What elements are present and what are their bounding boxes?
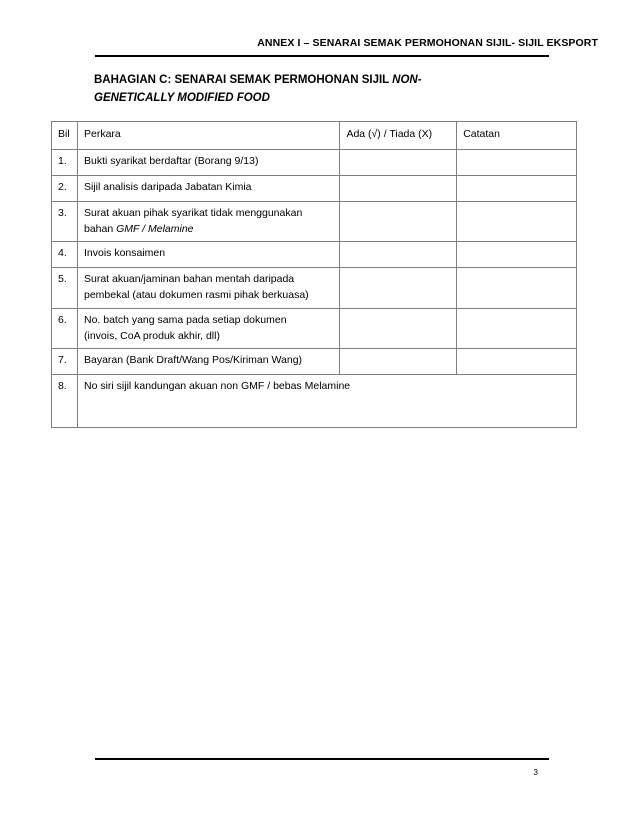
table-row [52, 268, 577, 309]
table-row [52, 349, 577, 375]
row-catatan-cell[interactable] [457, 202, 577, 242]
row-perkara: Invois konsaimen [77, 242, 339, 268]
row-ada-cell[interactable] [340, 268, 457, 309]
header-ada-tiada: Ada (√) / Tiada (X) [340, 122, 457, 150]
row-perkara-line1: No. batch yang sama pada setiap dokumen [83, 314, 287, 326]
checklist-table [51, 121, 577, 428]
row-perkara [77, 202, 339, 242]
row-ada-cell[interactable] [340, 150, 457, 176]
footer-divider [95, 758, 549, 760]
row-perkara: No siri sijil kandungan akuan non GMF / bebas Melamine [77, 375, 576, 428]
row-catatan-cell[interactable] [457, 242, 577, 268]
row-bil: 6. [52, 309, 78, 349]
row-perkara-line1: Surat akuan/jaminan bahan mentah daripada [83, 273, 295, 285]
row-catatan-cell[interactable] [457, 150, 577, 176]
row-bil: 1. [52, 150, 78, 176]
table-row [52, 375, 577, 428]
row-catatan-cell[interactable] [457, 176, 577, 202]
row-perkara-line2: pembekal (atau dokumen rasmi pihak berkuasa) [83, 289, 309, 301]
row-perkara [77, 309, 339, 349]
section-title-italic-1: NON- [392, 74, 422, 86]
row-catatan-cell[interactable] [457, 309, 577, 349]
section-title [94, 71, 534, 107]
row-perkara-line1: Surat akuan pihak syarikat tidak menggunakan [83, 207, 303, 219]
header-bil: Bil [52, 122, 78, 150]
header-perkara: Perkara [77, 122, 339, 150]
row-ada-cell[interactable] [340, 242, 457, 268]
section-title-plain: BAHAGIAN C: SENARAI SEMAK PERMOHONAN SIJIL [94, 74, 393, 86]
row-bil: 3. [52, 202, 78, 242]
page-number: 3 [533, 768, 538, 777]
row-bil: 8. [52, 375, 78, 428]
page-header-title: ANNEX I – SENARAI SEMAK PERMOHONAN SIJIL- SIJIL EKSPORT [257, 37, 598, 49]
row-perkara-line2-italic: GMF / Melamine [116, 223, 194, 235]
header-catatan: Catatan [457, 122, 577, 150]
row-bil: 4. [52, 242, 78, 268]
row-perkara: Bukti syarikat berdaftar (Borang 9/13) [77, 150, 339, 176]
table-header-row [52, 122, 577, 150]
row-catatan-cell[interactable] [457, 268, 577, 309]
row-ada-cell[interactable] [340, 202, 457, 242]
header-divider [95, 55, 549, 57]
row-bil: 2. [52, 176, 78, 202]
section-title-italic-2: GENETICALLY MODIFIED FOOD [94, 92, 270, 104]
row-bil: 5. [52, 268, 78, 309]
row-perkara-line2: (invois, CoA produk akhir, dll) [83, 330, 220, 342]
row-perkara: Sijil analisis daripada Jabatan Kimia [77, 176, 339, 202]
table-row [52, 309, 577, 349]
table-row [52, 242, 577, 268]
row-bil: 7. [52, 349, 78, 375]
row-catatan-cell[interactable] [457, 349, 577, 375]
row-perkara: Bayaran (Bank Draft/Wang Pos/Kiriman Wang) [77, 349, 339, 375]
table-row [52, 150, 577, 176]
row-perkara [77, 268, 339, 309]
row-ada-cell[interactable] [340, 309, 457, 349]
table-row [52, 176, 577, 202]
row-ada-cell[interactable] [340, 349, 457, 375]
row-ada-cell[interactable] [340, 176, 457, 202]
table-row [52, 202, 577, 242]
row-perkara-line2-plain: bahan [83, 223, 117, 235]
